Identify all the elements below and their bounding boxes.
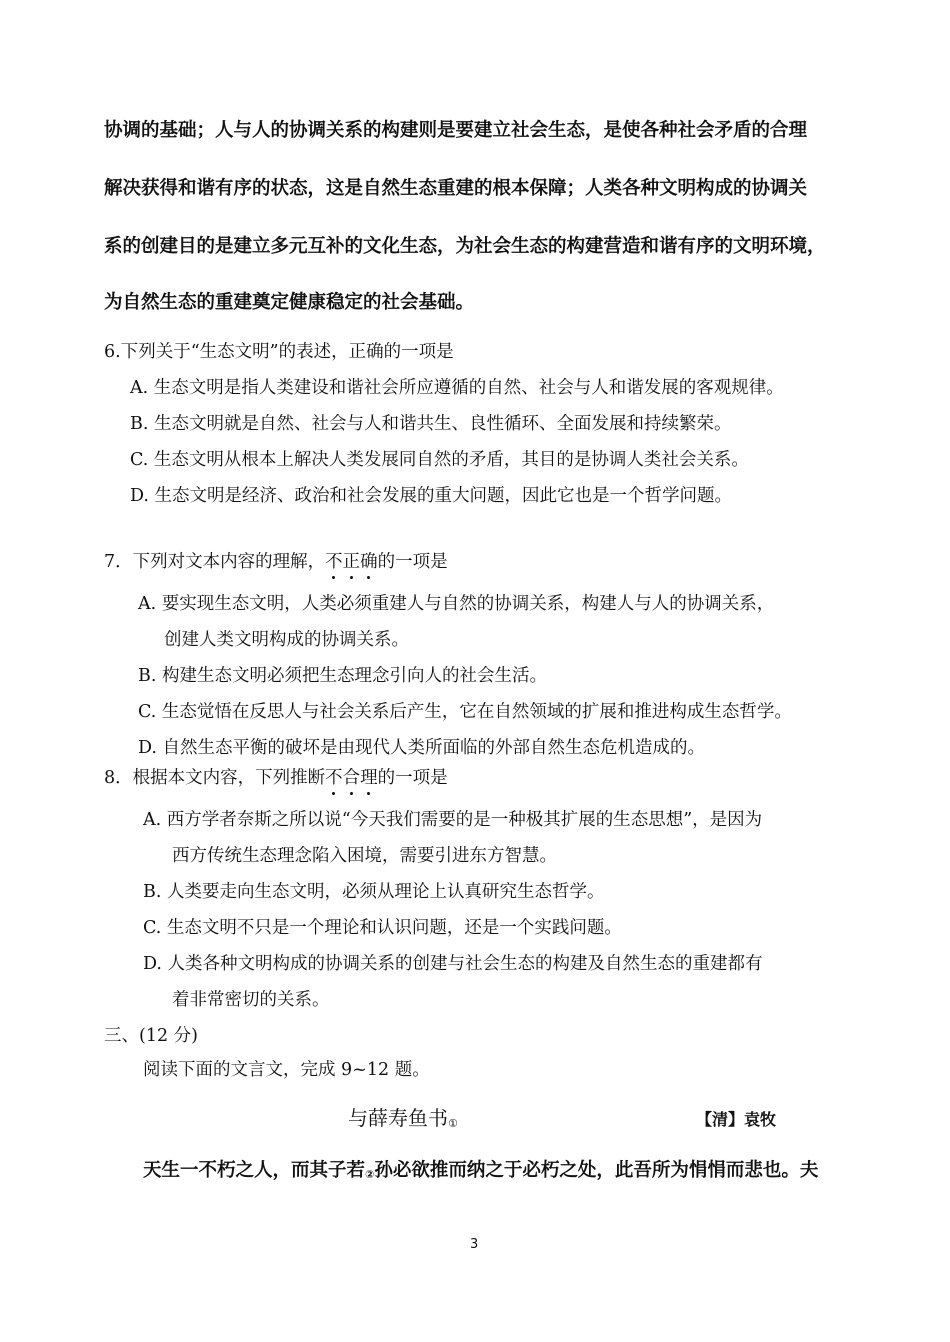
q8-stem-emphasis-1: 不 — [325, 768, 343, 788]
classical-text-line-1 — [143, 1162, 818, 1181]
classical-title — [348, 1108, 458, 1129]
q6-option-b: B. 生态文明就是自然、社会与人和谐共生、良性循环、全面发展和持续繁荣。 — [130, 414, 732, 434]
section-3-instruction: 阅读下面的文言文，完成 9~12 题。 — [143, 1060, 430, 1080]
q8-option-d-continued: 着非常密切的关系。 — [172, 990, 330, 1010]
q8-stem-emphasis-3: 理 — [360, 768, 378, 788]
q8-stem-after: 的一项是 — [377, 768, 448, 788]
q8-stem — [104, 770, 448, 788]
q8-option-a-continued: 西方传统生态理念陷入困境，需要引进东方智慧。 — [172, 846, 557, 866]
passage-line-1: 协调的基础；人与人的协调关系的构建则是要建立社会生态，是使各种社会矛盾的合理 — [104, 120, 808, 141]
q6-stem: 6.下列关于“生态文明”的表述，正确的一项是 — [104, 342, 454, 362]
q6-option-d: D. 生态文明是经济、政治和社会发展的重大问题，因此它也是一个哲学问题。 — [130, 486, 733, 506]
q7-stem-emphasis-1: 不 — [325, 552, 343, 572]
classical-text-footnote-mark: ② — [365, 1168, 375, 1181]
q7-stem-before: 7．下列对文本内容的理解， — [104, 552, 326, 572]
q8-option-d: D. 人类各种文明构成的协调关系的创建与社会生态的构建及自然生态的重建都有 — [143, 954, 763, 974]
q8-option-c: C. 生态文明不只是一个理论和认识问题，还是一个实践问题。 — [143, 918, 622, 938]
classical-text-before: 天生一不朽之人，而其子若 — [143, 1160, 366, 1181]
q6-option-a: A. 生态文明是指人类建设和谐社会所应遵循的自然、社会与人和谐发展的客观规律。 — [130, 378, 784, 398]
q7-stem-after: 的一项是 — [377, 552, 448, 572]
q8-stem-before: 8．根据本文内容，下列推断 — [104, 768, 326, 788]
page-number: 3 — [470, 1237, 479, 1252]
classical-title-text: 与薛寿鱼书 — [348, 1106, 448, 1130]
q7-option-d: D. 自然生态平衡的破坏是由现代人类所面临的外部自然生态危机造成的。 — [138, 738, 706, 758]
classical-author: 【清】袁牧 — [696, 1110, 777, 1129]
q6-option-c: C. 生态文明从根本上解决人类发展同自然的矛盾，其目的是协调人类社会关系。 — [130, 450, 749, 470]
q7-option-c: C. 生态觉悟在反思人与社会关系后产生，它在自然领域的扩展和推进构成生态哲学。 — [138, 702, 792, 722]
q8-option-a: A. 西方学者奈斯之所以说“今天我们需要的是一种极其扩展的生态思想”，是因为 — [143, 810, 763, 830]
q7-stem-emphasis-2: 正 — [342, 552, 361, 572]
q8-option-b: B. 人类要走向生态文明，必须从理论上认真研究生态哲学。 — [143, 882, 605, 902]
q7-stem — [104, 554, 448, 572]
q7-stem-emphasis-3: 确 — [360, 552, 378, 572]
section-3-heading: 三、(12 分) — [104, 1026, 198, 1046]
passage-line-4: 为自然生态的重建奠定健康稳定的社会基础。 — [104, 292, 475, 313]
classical-title-footnote-mark: ① — [448, 1117, 458, 1130]
classical-text-after: 孙必欲推而纳之于必朽之处，此吾所为悁悁而悲也。夫 — [374, 1160, 819, 1181]
q7-option-b: B. 构建生态文明必须把生态理念引向人的社会生活。 — [138, 666, 547, 686]
q7-option-a-continued: 创建人类文明构成的协调关系。 — [164, 630, 409, 650]
passage-line-2: 解决获得和谐有序的状态，这是自然生态重建的根本保障；人类各种文明构成的协调关 — [104, 178, 808, 199]
passage-line-3: 系的创建目的是建立多元互补的文化生态，为社会生态的构建营造和谐有序的文明环境， — [104, 236, 826, 257]
q8-stem-emphasis-2: 合 — [342, 768, 361, 788]
q7-option-a: A. 要实现生态文明，人类必须重建人与自然的协调关系，构建人与人的协调关系， — [138, 594, 775, 614]
